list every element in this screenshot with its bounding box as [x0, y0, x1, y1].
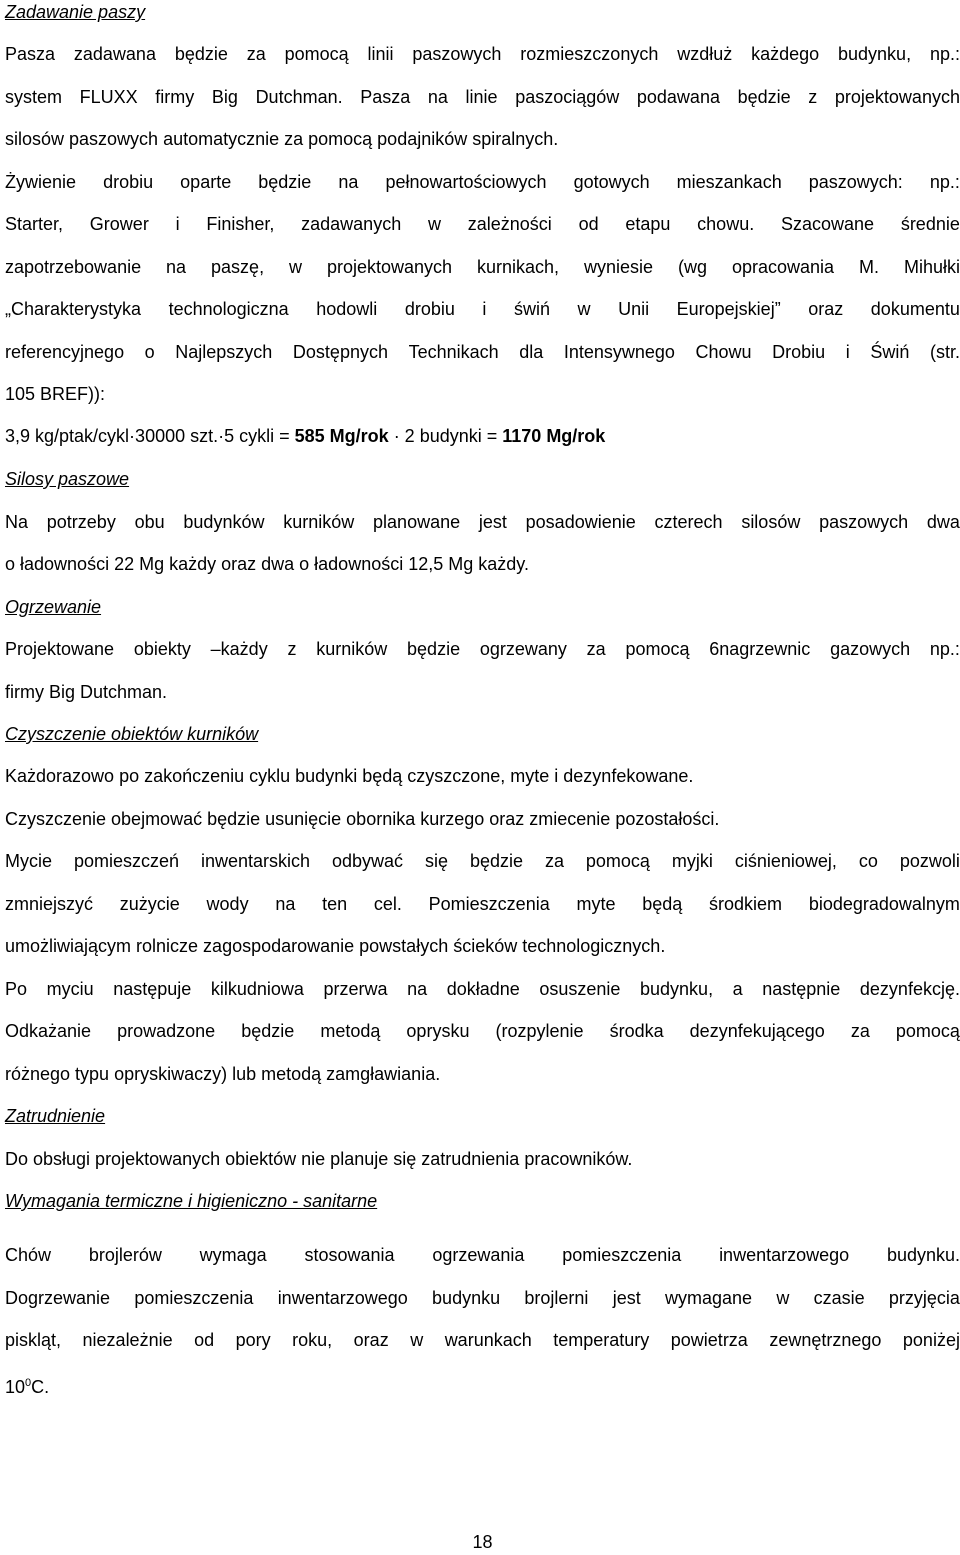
word: na [407, 979, 428, 999]
word: chowu. [697, 214, 755, 234]
word: następnie [762, 979, 841, 999]
feed-calculation [5, 425, 605, 447]
word: się [424, 851, 448, 871]
section-heading-silos: Silosy paszowe [5, 469, 130, 489]
word: Projektowane [5, 639, 115, 659]
word: 6nagrzewnic [709, 639, 811, 659]
word: pomocą [585, 851, 650, 871]
word: Dostępnych [292, 342, 388, 362]
word: z [287, 639, 297, 659]
word: pomieszczeń [73, 851, 180, 871]
paragraph-line [5, 171, 960, 193]
word: kurników [316, 639, 388, 659]
section-heading-cleaning: Czyszczenie obiektów kurników [5, 724, 259, 744]
word: od [194, 1330, 215, 1350]
paragraph-line: Do obsługi projektowanych obiektów nie planuje się zatrudnienia pracowników. [5, 1149, 633, 1169]
word: Finisher, [206, 214, 275, 234]
word: o [144, 342, 155, 362]
word: (str. [929, 342, 960, 362]
word: warunkach [444, 1330, 532, 1350]
word: poniżej [902, 1330, 960, 1350]
word: dwa [926, 512, 960, 532]
word: za [586, 639, 606, 659]
word: pełnowartościowych [385, 172, 547, 192]
word: budynku, [640, 979, 714, 999]
paragraph-line [5, 638, 960, 660]
word: kurników [283, 512, 355, 532]
word: projektowanych [834, 87, 960, 107]
word: dezynfekującego [689, 1021, 825, 1041]
word: od [578, 214, 599, 234]
word: obiekty [133, 639, 191, 659]
paragraph-line: silosów paszowych automatycznie za pomocą podajników spiralnych. [5, 129, 559, 149]
paragraph-line [5, 1244, 960, 1266]
paragraph-line [5, 978, 960, 1000]
word: Najlepszych [175, 342, 273, 362]
word: silosów [741, 512, 801, 532]
word: ciśnieniowej, [734, 851, 837, 871]
word: M. [859, 257, 879, 277]
word: (wg [678, 257, 708, 277]
word: w [410, 1330, 424, 1350]
word: linie [465, 87, 498, 107]
word: przyjęcia [888, 1288, 960, 1308]
word: będzie [407, 639, 461, 659]
word: wyniesie [584, 257, 654, 277]
word: będą [642, 894, 683, 914]
word: Pasza [5, 44, 56, 64]
word: projektowanych [326, 257, 453, 277]
word: planowane [373, 512, 461, 532]
word: będzie [469, 851, 523, 871]
word: ten [322, 894, 348, 914]
word: Pomieszczenia [428, 894, 550, 914]
word: drobiu [103, 172, 154, 192]
word: temperatury [553, 1330, 650, 1350]
word: Dutchman. [255, 87, 343, 107]
word: inwentarskich [200, 851, 311, 871]
word: na [338, 172, 359, 192]
word: za [850, 1021, 870, 1041]
paragraph-line: firmy Big Dutchman. [5, 682, 168, 702]
word: Mihułki [903, 257, 960, 277]
word: Żywienie [5, 172, 77, 192]
word: powietrza [670, 1330, 748, 1350]
word: budynków [183, 512, 265, 532]
word: każdego [751, 44, 820, 64]
word: za [544, 851, 564, 871]
word: biodegradowalnym [808, 894, 960, 914]
word: wody [206, 894, 249, 914]
word: dezynfekcję. [859, 979, 960, 999]
word: referencyjnego [5, 342, 125, 362]
document-page [5, 0, 960, 1555]
word: podawana [636, 87, 720, 107]
word: np.: [929, 172, 960, 192]
word: jest [478, 512, 507, 532]
word: jest [612, 1288, 641, 1308]
word: metodą [320, 1021, 381, 1041]
word: za [246, 44, 266, 64]
word: i [482, 299, 487, 319]
word: dokładne [446, 979, 520, 999]
degree-superscript: 0 [25, 1377, 32, 1389]
word: mieszankach [676, 172, 782, 192]
calc-text: 3,9 kg/ptak/cykl·30000 szt.·5 cykli = [5, 426, 295, 446]
word: czterech [654, 512, 723, 532]
paragraph-line [5, 43, 960, 65]
word: w [577, 299, 591, 319]
paragraph-line [5, 511, 960, 533]
word: zużycie [119, 894, 180, 914]
word: pomocą [895, 1021, 960, 1041]
word: w [776, 1288, 790, 1308]
paragraph-line: umożliwiającym rolnicze zagospodarowanie powstałych ścieków technologicznych. [5, 936, 666, 956]
word: Na [5, 512, 29, 532]
word: FLUXX [79, 87, 138, 107]
paragraph-line [5, 341, 960, 363]
word: średnie [900, 214, 960, 234]
word: pomieszczenia [134, 1288, 254, 1308]
word: budynku, [838, 44, 912, 64]
word: budynku [432, 1288, 501, 1308]
word: gotowych [573, 172, 650, 192]
word: potrzeby [46, 512, 116, 532]
word: środkiem [709, 894, 783, 914]
paragraph-line: Każdorazowo po zakończeniu cyklu budynki będą czyszczone, myte i dezynfekowane. [5, 766, 694, 786]
word: Technikach [408, 342, 499, 362]
word: firmy [155, 87, 195, 107]
temperature-unit: C. [31, 1377, 50, 1397]
word: przerwa [323, 979, 388, 999]
calc-annual-per-building: 585 Mg/rok [294, 426, 389, 446]
word: na [166, 257, 187, 277]
word: i [845, 342, 850, 362]
word: paszowych [819, 512, 909, 532]
word: brojlerów [88, 1245, 162, 1265]
word: budynku. [886, 1245, 960, 1265]
section-heading-requirements: Wymagania termiczne i higieniczno - sanitarne [5, 1191, 378, 1211]
word: zadawana [73, 44, 156, 64]
word: wymagane [665, 1288, 753, 1308]
word: w [427, 214, 441, 234]
word: drobiu [404, 299, 455, 319]
temperature-value: 10 [5, 1377, 26, 1397]
word: pory [235, 1330, 271, 1350]
paragraph-line [5, 893, 960, 915]
word: oraz [353, 1330, 389, 1350]
word: następuje [113, 979, 192, 999]
calc-annual-total: 1170 Mg/rok [502, 426, 606, 446]
paragraph-line [5, 213, 960, 235]
word: (rozpylenie [495, 1021, 584, 1041]
paragraph-line [5, 1329, 960, 1351]
word: dla [519, 342, 544, 362]
word: Po [5, 979, 28, 999]
word: zmniejszyć [5, 894, 94, 914]
word: Chów [5, 1245, 52, 1265]
paragraph-line: Czyszczenie obejmować będzie usunięcie obornika kurzego oraz zmiecenie pozostałości. [5, 809, 720, 829]
word: będzie [737, 87, 791, 107]
word: z [808, 87, 818, 107]
word: Chowu [695, 342, 752, 362]
word: Big [211, 87, 238, 107]
word: Drobiu [772, 342, 826, 362]
paragraph-line: różnego typu opryskiwaczy) lub metodą zamgławiania. [5, 1064, 441, 1084]
word: obu [134, 512, 165, 532]
word: np.: [929, 44, 960, 64]
word: osuszenie [539, 979, 621, 999]
word: i [175, 214, 180, 234]
word: myciu [46, 979, 94, 999]
word: pozwoli [899, 851, 960, 871]
word: piskląt, [5, 1330, 62, 1350]
word: Szacowane [780, 214, 875, 234]
word: Dogrzewanie [5, 1288, 111, 1308]
word: „Charakterystyka [5, 299, 142, 319]
word: myte [576, 894, 616, 914]
word: dokumentu [870, 299, 960, 319]
word: –każdy [210, 639, 268, 659]
word: Unii [618, 299, 650, 319]
word: pomocą [284, 44, 349, 64]
paragraph-line [5, 1372, 49, 1398]
word: a [732, 979, 743, 999]
word: Grower [89, 214, 149, 234]
word: kilkudniowa [210, 979, 304, 999]
word: Mycie [5, 851, 53, 871]
word: technologiczna [168, 299, 289, 319]
word: hodowli [316, 299, 378, 319]
word: Intensywnego [563, 342, 675, 362]
word: kurnikach, [477, 257, 560, 277]
paragraph-line [5, 1287, 960, 1309]
paragraph-line [5, 256, 960, 278]
word: niezależnie [82, 1330, 173, 1350]
word: czasie [813, 1288, 865, 1308]
word: paszowych [412, 44, 502, 64]
word: będzie [258, 172, 312, 192]
word: odbywać [331, 851, 404, 871]
word: roku, [292, 1330, 333, 1350]
word: Starter, [5, 214, 64, 234]
word: prowadzone [117, 1021, 216, 1041]
word: pomieszczenia [562, 1245, 682, 1265]
calc-text: · 2 budynki = [388, 426, 503, 446]
paragraph-line [5, 1020, 960, 1042]
word: zależności [467, 214, 552, 234]
word: wzdłuż [677, 44, 733, 64]
word: Świń [870, 342, 910, 362]
word: stosowania [304, 1245, 395, 1265]
word: inwentarzowego [719, 1245, 850, 1265]
word: pomocą [625, 639, 690, 659]
paragraph-line: 105 BREF)): [5, 384, 106, 404]
section-heading-feeding: Zadawanie paszy [5, 2, 146, 22]
paragraph-line: o ładowności 22 Mg każdy oraz dwa o ładowności 12,5 Mg każdy. [5, 554, 529, 574]
word: będzie [174, 44, 228, 64]
word: świń [513, 299, 550, 319]
word: inwentarzowego [277, 1288, 408, 1308]
word: oparte [180, 172, 232, 192]
word: na [427, 87, 448, 107]
word: środka [609, 1021, 664, 1041]
paragraph-line [5, 850, 960, 872]
paragraph-line [5, 86, 960, 108]
word: cel. [373, 894, 402, 914]
word: myjki [671, 851, 713, 871]
page-number: 18 [472, 1532, 493, 1552]
word: oprysku [406, 1021, 470, 1041]
section-heading-heating: Ogrzewanie [5, 597, 102, 617]
word: etapu [625, 214, 671, 234]
word: system [5, 87, 63, 107]
word: co [858, 851, 878, 871]
word: linii [367, 44, 394, 64]
word: gazowych [830, 639, 911, 659]
word: będzie [241, 1021, 295, 1041]
word: oraz [808, 299, 844, 319]
word: posadowienie [525, 512, 636, 532]
word: na [275, 894, 296, 914]
word: ogrzewania [432, 1245, 525, 1265]
word: wymaga [199, 1245, 267, 1265]
word: ogrzewany [479, 639, 567, 659]
word: paszociągów [515, 87, 620, 107]
word: paszę, [211, 257, 265, 277]
word: Pasza [360, 87, 411, 107]
word: opracowania [731, 257, 835, 277]
paragraph-line [5, 298, 960, 320]
word: paszowych: [808, 172, 903, 192]
word: rozmieszczonych [520, 44, 659, 64]
word: zewnętrznego [769, 1330, 882, 1350]
word: zapotrzebowanie [5, 257, 142, 277]
word: Odkażanie [5, 1021, 92, 1041]
word: Europejskiej” [676, 299, 781, 319]
word: w [289, 257, 303, 277]
section-heading-employment: Zatrudnienie [5, 1106, 106, 1126]
word: zadawanych [301, 214, 402, 234]
word: brojlerni [524, 1288, 589, 1308]
word: np.: [929, 639, 960, 659]
